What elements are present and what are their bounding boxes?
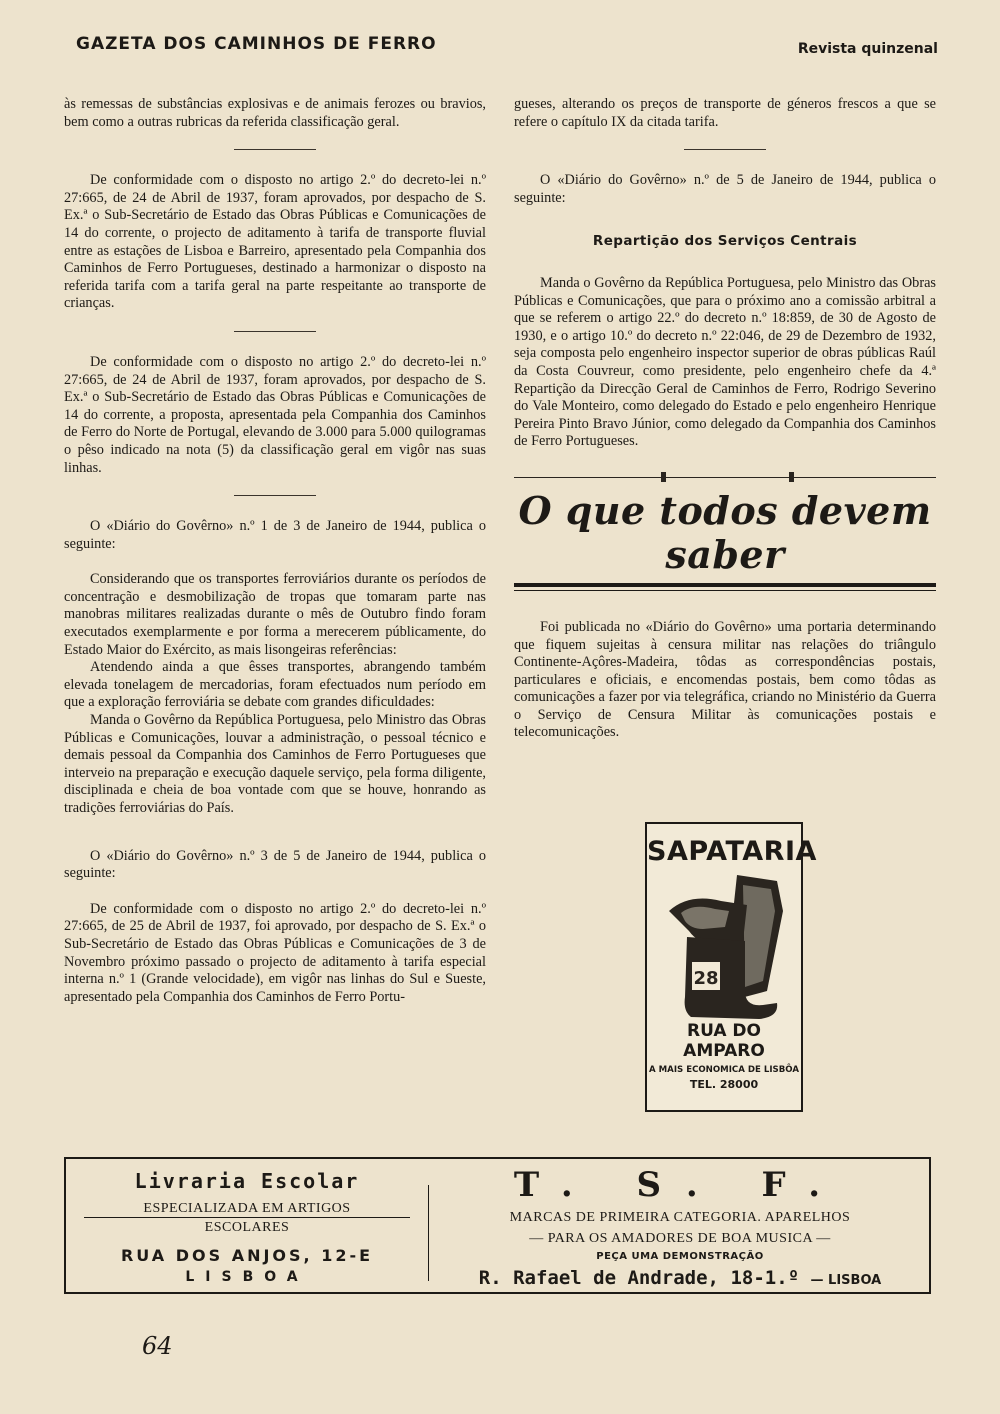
tsf-line1: MARCAS DE PRIMEIRA CATEGORIA. APARELHOS — [509, 1210, 851, 1225]
right-column — [514, 96, 936, 742]
decorative-rule — [514, 471, 936, 483]
paragraph: às remessas de substâncias explosivas e de animais ferozes ou bravios, bem como a outras rubricas da referida classificação geral. — [64, 96, 486, 130]
tsf-address-line — [430, 1267, 930, 1289]
separator-rule — [234, 331, 316, 332]
tsf-line3: PEÇA UMA DEMONSTRAÇÃO — [596, 1251, 764, 1262]
paragraph: O «Diário do Govêrno» n.º 3 de 5 de Janeiro de 1944, publica o seguinte: — [64, 847, 486, 882]
separator-rule — [684, 149, 766, 150]
sapataria-street: RUA DO AMPARO — [683, 1021, 765, 1061]
sapataria-phone: TEL. 28000 — [689, 1078, 759, 1091]
livraria-advertisement — [66, 1159, 428, 1285]
tsf-city: — LISBOA — [810, 1273, 882, 1288]
ad-divider — [428, 1185, 429, 1281]
sapataria-number: 28 — [693, 968, 719, 989]
paragraph: De conformidade com o disposto no artigo 2.º do decreto-lei n.º 27:665, de 24 de Abril de 1937, foram aprovados, por despacho de S. Ex.ª o Sub-Secretário de Estado das Obras Públicas e Comunicações de 14 do corrente, a proposta, apresentada pela Companhia dos Caminhos de Ferro do Norte de Portugal, elevando de 3.000 para 5.000 quilogramas o pêso indicado na nota (5) da classificação geral em vigôr nas suas linhas. — [64, 353, 486, 476]
paragraph: O «Diário do Govêrno» n.º 1 de 3 de Janeiro de 1944, publica o seguinte: — [64, 518, 486, 552]
sapataria-name: SAPATARIA — [647, 836, 817, 867]
bottom-advertisement-box — [64, 1157, 931, 1294]
sapataria-tagline: A MAIS ECONOMICA DE LISBÔA — [648, 1065, 800, 1075]
paragraph: Manda o Govêrno da República Portuguesa, pelo Ministro das Obras Públicas e Comunicações, que para o próximo ano a comissão arbitral a que se referem o artigo 22.º do decreto n.º 18:859, de 30 de Agosto de 1930, e o artigo 10.º do decreto n.º 22:046, de 29 de Dezembro de 1932, seja composta pelo engenheiro inspector superior de obras públicas Raúl da Costa Couvreur, como presidente, pelo engenheiro chefe da 4.ª Repartição da Direcção Geral de Caminhos de Ferro, Rodrigo Severino do Vale Monteiro, como delegado do Estado e pelo engenheiro Henrique Pereira Pinto Bravo Júnior, como delegado da Companhia dos Caminhos de Ferro Portugueses. — [514, 274, 936, 450]
paragraph: Considerando que os transportes ferroviários durante os períodos de concentração e desmobilização de tropas que tomaram parte nas manobras militares realizadas durante o mês de Outubro findo foram executados exemplarmente e por forma a merecerem públicamente, do Estado Maior do Exército, as mais lisongeiras referências: — [64, 571, 486, 658]
paragraph: Foi publicada no «Diário do Govêrno» uma portaria determinando que fiquem sujeitas à censura militar nas relações do triângulo Continente-Açôres-Madeira, tôdas as correspondências postais, particulares e oficiais, e encomendas postais, bem como tôdas as comunicações a fazer por via telegráfica, criando no Ministério da Guerra o Serviço de Censura Militar às comunicações postais e telecomunicações. — [514, 618, 936, 741]
publication-subtitle: Revista quinzenal — [797, 41, 938, 57]
paragraph: De conformidade com o disposto no artigo 2.º do decreto-lei n.º 27:665, de 25 de Abril de 1937, foi aprovado, por despacho de S. Ex.ª o Sub-Secretário de Estado das Obras Públicas e Comunicações de 3 de Novembro próximo passado o projecto de aditamento à tarifa especial interna n.º 1 (Grande velocidade), em vigôr nas linhas do Sul e Sueste, apresentado pela Companhia dos Caminhos de Ferro Portu- — [64, 900, 486, 1005]
tsf-advertisement — [430, 1159, 930, 1289]
paragraph: De conformidade com o disposto no artigo 2.º do decreto-lei n.º 27:665, de 24 de Abril de 1937, foram aprovados, por despacho de S. Ex.ª o Sub-Secretário de Estado das Obras Públicas e Comunicações de 14 do corrente, o projecto de aditamento à tarifa de transporte fluvial entre as estações de Lisboa e Barreiro, apresentado pela Companhia dos Caminhos de Ferro Portugueses, destinado a harmonizar o disposto na referida tarifa com a tarifa geral na parte respeitante ao transporte de crianças. — [64, 172, 486, 312]
sapataria-advertisement — [645, 822, 817, 1112]
paragraph: Manda o Govêrno da República Portuguesa, pelo Ministro das Obras Públicas e Comunicações, louvar a administração, o pessoal técnico e demais pessoal da Companhia dos Caminhos de Ferro Portugueses que interveio na preparação e execução daquele serviço, pela forma diligente, disciplinada e cheia de boa vontade com que se houve, honrando as tradições ferroviárias do País. — [64, 712, 486, 816]
paragraph: gueses, alterando os preços de transporte de géneros frescos a que se refere o capítulo IX da citada tarifa. — [514, 96, 936, 130]
title-underline — [514, 583, 936, 587]
feature-title: O que todos devem saber — [518, 487, 932, 577]
separator-rule — [234, 495, 316, 496]
title-underline-thin — [514, 590, 936, 591]
tsf-line2: — PARA OS AMADORES DE BOA MUSICA — — [529, 1231, 831, 1246]
publication-title: GAZETA DOS CAMINHOS DE FERRO — [76, 34, 437, 54]
page-number: 64 — [142, 1332, 173, 1360]
left-column — [64, 96, 486, 1006]
livraria-city: LISBOA — [185, 1269, 309, 1285]
boot-illustration — [659, 871, 789, 1021]
paragraph: O «Diário do Govêrno» n.º de 5 de Janeiro de 1944, publica o seguinte: — [514, 172, 936, 206]
livraria-line2: ESCOLARES — [84, 1217, 410, 1236]
section-heading: Repartição dos Serviços Centrais — [592, 233, 858, 250]
livraria-address: RUA DOS ANJOS, 12-E — [120, 1246, 374, 1265]
separator-rule — [234, 149, 316, 150]
paragraph: Atendendo ainda a que êsses transportes, abrangendo também elevada tonelagem de mercadorias, foram efectuados num período em que a exploração ferroviária se debate com grandes dificuldades: — [64, 659, 486, 711]
tsf-address: R. Rafael de Andrade, 18-1.º — [478, 1267, 800, 1289]
livraria-line1: ESPECIALIZADA EM ARTIGOS — [143, 1201, 351, 1216]
livraria-name: Livraria Escolar — [134, 1169, 360, 1193]
tsf-name: T. S. F. — [513, 1165, 847, 1205]
